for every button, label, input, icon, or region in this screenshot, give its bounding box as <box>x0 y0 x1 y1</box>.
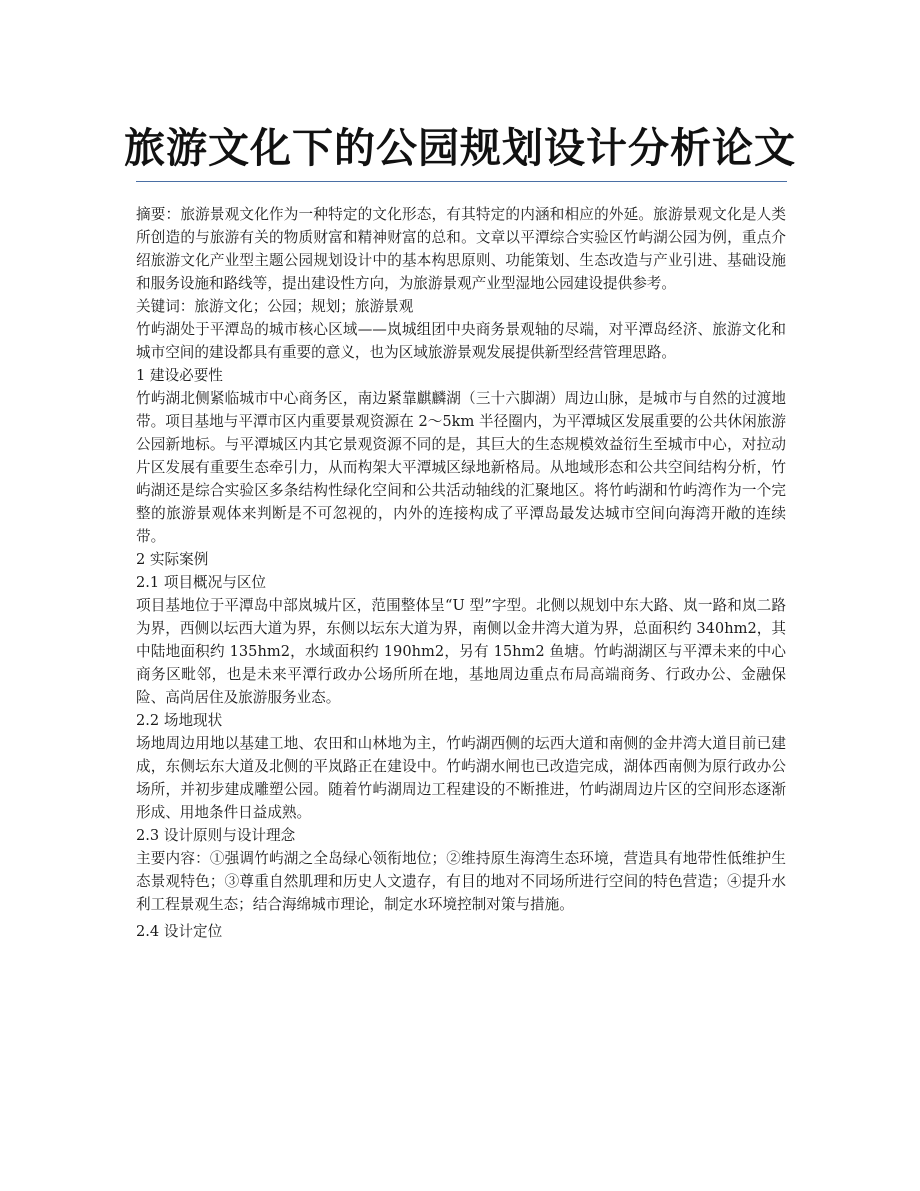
section-1-paragraph: 竹屿湖北侧紧临城市中心商务区，南边紧靠麒麟湖（三十六脚湖）周边山脉，是城市与自然的过渡地带。项目基地与平潭市区内重要景观资源在 2～5km 半径圈内，为平潭城区发展重要的公共休闲旅游公园新地标。与平潭城区内其它景观资源不同的是，其巨大的生态规模效益衍生至城市中心，对拉动片区发展有重要生态牵引力，从而构架大平潭城区绿地新格局。从地域形态和公共空间结构分析，竹屿湖还是综合实验区多条结构性绿化空间和公共活动轴线的汇聚地区。将竹屿湖和竹屿湾作为一个完整的旅游景观体来判断是不可忽视的，内外的连接构成了平潭岛最发达城市空间向海湾开敞的连续带。 <box>136 390 786 545</box>
section-2-4-heading: 2.4 设计定位 <box>136 923 223 940</box>
section-2-2-paragraph: 场地周边用地以基建工地、农田和山林地为主，竹屿湖西侧的坛西大道和南侧的金井湾大道目前已建成，东侧坛东大道及北侧的平岚路正在建设中。竹屿湖水闸也已改造完成，湖体西南侧为原行政办公场所，并初步建成雕塑公园。随着竹屿湖周边工程建设的不断推进，竹屿湖周边片区的空间形态逐渐形成、用地条件日益成熟。 <box>136 735 786 821</box>
document-body <box>136 203 786 943</box>
title-divider <box>136 181 787 182</box>
section-1-heading: 1 建设必要性 <box>136 367 223 384</box>
section-2-heading: 2 实际案例 <box>136 551 209 568</box>
section-2-1-heading: 2.1 项目概况与区位 <box>136 574 267 591</box>
section-2-3-heading: 2.3 设计原则与设计理念 <box>136 827 296 844</box>
keywords-line: 关键词：旅游文化；公园；规划；旅游景观 <box>136 298 414 315</box>
section-2-3-paragraph: 主要内容：①强调竹屿湖之全岛绿心领衔地位；②维持原生海湾生态环境，营造具有地带性低维护生态景观特色；③尊重自然肌理和历史人文遗存，有目的地对不同场所进行空间的特色营造；④提升水利工程景观生态；结合海绵城市理论，制定水环境控制对策与措施。 <box>136 850 786 913</box>
section-2-2-heading: 2.2 场地现状 <box>136 712 223 729</box>
section-2-1-paragraph: 项目基地位于平潭岛中部岚城片区，范围整体呈“U 型”字型。北侧以规划中东大路、岚一路和岚二路为界，西侧以坛西大道为界，东侧以坛东大道为界，南侧以金井湾大道为界，总面积约 340hm2，其中陆地面积约 135hm2，水域面积约 190hm2，另有 15hm2 鱼塘。竹屿湖湖区与平潭未来的中心商务区毗邻，也是未来平潭行政办公场所所在地，基地周边重点布局高端商务、行政办公、金融保险、高尚居住及旅游服务业态。 <box>136 597 786 706</box>
abstract-paragraph: 摘要：旅游景观文化作为一种特定的文化形态，有其特定的内涵和相应的外延。旅游景观文化是人类所创造的与旅游有关的物质财富和精神财富的总和。文章以平潭综合实验区竹屿湖公园为例，重点介绍旅游文化产业型主题公园规划设计中的基本构思原则、功能策划、生态改造与产业引进、基础设施和服务设施和路线等，提出建设性方向，为旅游景观产业型湿地公园建设提供参考。 <box>136 206 786 292</box>
intro-paragraph: 竹屿湖处于平潭岛的城市核心区域——岚城组团中央商务景观轴的尽端，对平潭岛经济、旅游文化和城市空间的建设都具有重要的意义，也为区域旅游景观发展提供新型经营管理思路。 <box>136 321 786 361</box>
document-title: 旅游文化下的公园规划设计分析论文 <box>124 124 796 172</box>
